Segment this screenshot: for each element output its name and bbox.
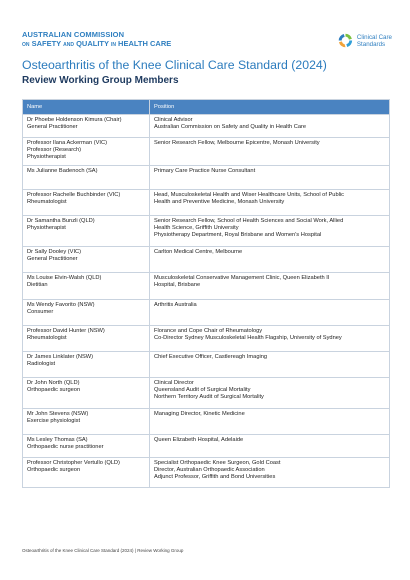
member-name-line: Rheumatologist <box>27 335 67 341</box>
table-row <box>23 409 390 435</box>
table-row <box>23 326 390 352</box>
member-name-line: Rheumatologist <box>27 199 67 205</box>
member-position-line: Director, Australian Orthopaedic Association <box>154 467 265 473</box>
member-position-line: Queen Elizabeth Hospital, Adelaide <box>154 437 244 443</box>
member-name-cell <box>23 458 150 488</box>
member-name-line: Physiotherapist <box>27 225 66 231</box>
member-position-line: Specialist Orthopaedic Knee Surgeon, Gold Coast <box>154 460 281 466</box>
member-name-cell <box>23 326 150 352</box>
column-header-name: Name <box>23 100 150 115</box>
member-position-cell <box>150 435 390 458</box>
member-position-line: Florance and Cope Chair of Rheumatology <box>154 328 263 334</box>
member-name-line: Dr Sally Dooley (VIC) <box>27 249 82 255</box>
page-header <box>22 30 392 52</box>
member-name-line: Ms Louise Elvin-Walsh (QLD) <box>27 275 102 281</box>
member-name-cell <box>23 300 150 326</box>
member-position-line: Clinical Advisor <box>154 117 193 123</box>
member-name-line: Orthopaedic surgeon <box>27 387 81 393</box>
circular-segments-icon <box>337 32 354 49</box>
member-name-line: Orthopaedic nurse practitioner <box>27 444 104 450</box>
member-name-cell <box>23 247 150 273</box>
member-name-line: Consumer <box>27 309 54 315</box>
member-position-line: Physiotherapy Department, Royal Brisbane and Women's Hospital <box>154 232 322 238</box>
member-name-line: Physiotherapist <box>27 154 66 160</box>
table-row <box>23 247 390 273</box>
commission-logo <box>22 30 171 50</box>
page-footer: Osteoarthritis of the Knee Clinical Care Standard (2024) | Review Working Group <box>22 548 184 553</box>
member-name-cell <box>23 273 150 300</box>
member-position-cell <box>150 247 390 273</box>
member-position-line: Adjunct Professor, Griffith and Bond Universities <box>154 474 276 480</box>
clinical-care-standards-logo <box>337 32 392 49</box>
member-name-cell <box>23 115 150 138</box>
member-name-cell <box>23 216 150 247</box>
member-position-line: Queensland Audit of Surgical Mortality <box>154 387 251 393</box>
member-name-cell <box>23 378 150 409</box>
document-subtitle: Review Working Group Members <box>22 75 179 86</box>
member-position-cell <box>150 458 390 488</box>
org-name-line2: ON SAFETY AND QUALITY IN HEALTH CARE <box>22 39 172 48</box>
member-name-line: Dr James Linklater (NSW) <box>27 354 94 360</box>
table-row <box>23 138 390 166</box>
member-name-line: Professor (Research) <box>27 147 82 153</box>
member-position-line: Co-Director Sydney Musculoskeletal Health Flagship, University of Sydney <box>154 335 342 341</box>
member-position-cell <box>150 138 390 166</box>
member-name-line: Exercise physiologist <box>27 418 81 424</box>
member-name-line: Dr Phoebe Holdenson Kimura (Chair) <box>27 117 122 123</box>
member-position-cell <box>150 352 390 378</box>
member-name-line: Radiologist <box>27 361 56 367</box>
member-position-line: Chief Executive Officer, Castlereagh Imaging <box>154 354 268 360</box>
member-position-line: Australian Commission on Safety and Quality in Health Care <box>154 124 307 130</box>
document-title: Osteoarthritis of the Knee Clinical Care Standard (2024) <box>22 58 327 72</box>
member-name-line: Professor David Hunter (NSW) <box>27 328 105 334</box>
member-name-line: Ms Julianne Badenoch (SA) <box>27 168 98 174</box>
member-position-line: Head, Musculoskeletal Health and Wiser Healthcare Units, School of Public <box>154 192 344 198</box>
member-name-line: Professor Rachelle Buchbinder (VIC) <box>27 192 121 198</box>
member-position-cell <box>150 273 390 300</box>
table-row <box>23 115 390 138</box>
member-position-cell <box>150 216 390 247</box>
member-position-line: Clinical Director <box>154 380 194 386</box>
table-row <box>23 378 390 409</box>
org-name-line1: AUSTRALIAN COMMISSION <box>22 30 125 39</box>
member-position-cell <box>150 166 390 190</box>
member-name-line: General Practitioner <box>27 124 78 130</box>
table-row <box>23 435 390 458</box>
member-name-cell <box>23 435 150 458</box>
member-name-cell <box>23 352 150 378</box>
table-row <box>23 458 390 488</box>
table-row <box>23 216 390 247</box>
member-position-line: Health Science, Griffith University <box>154 225 239 231</box>
member-position-line: Senior Research Fellow, School of Health Sciences and Social Work, Allied <box>154 218 344 224</box>
member-name-line: Mr John Stevens (NSW) <box>27 411 89 417</box>
member-name-line: Dr John North (QLD) <box>27 380 80 386</box>
table-row <box>23 300 390 326</box>
members-table <box>22 99 390 488</box>
member-position-cell <box>150 326 390 352</box>
member-position-line: Managing Director, Kinetic Medicine <box>154 411 245 417</box>
member-position-line: Hospital, Brisbane <box>154 282 201 288</box>
member-name-line: General Practitioner <box>27 256 78 262</box>
member-name-cell <box>23 138 150 166</box>
member-position-line: Health and Preventive Medicine, Monash University <box>154 199 285 205</box>
member-position-cell <box>150 409 390 435</box>
ccs-label-line2: Standards <box>356 40 386 48</box>
ccs-label-line1: Clinical Care <box>356 33 392 41</box>
member-name-line: Professor Ilana Ackerman (VIC) <box>27 140 107 146</box>
member-name-cell <box>23 190 150 216</box>
member-position-line: Senior Research Fellow, Melbourne Epicentre, Monash University <box>154 140 320 146</box>
member-position-cell <box>150 378 390 409</box>
member-name-line: Dietitian <box>27 282 48 288</box>
member-name-cell <box>23 166 150 190</box>
table-row <box>23 352 390 378</box>
member-name-line: Professor Christopher Vertullo (QLD) <box>27 460 120 466</box>
table-row <box>23 166 390 190</box>
member-name-line: Ms Wendy Favorito (NSW) <box>27 302 95 308</box>
column-header-position: Position <box>150 100 390 115</box>
member-position-line: Carlton Medical Centre, Melbourne <box>154 249 243 255</box>
table-row <box>23 273 390 300</box>
member-position-line: Primary Care Practice Nurse Consultant <box>154 168 256 174</box>
table-row <box>23 190 390 216</box>
table-header-row <box>23 100 390 115</box>
member-position-cell <box>150 300 390 326</box>
member-position-cell <box>150 190 390 216</box>
member-position-line: Musculoskeletal Conservative Management Clinic, Queen Elizabeth II <box>154 275 330 281</box>
member-name-line: Orthopaedic surgeon <box>27 467 81 473</box>
member-position-line: Arthritis Australia <box>154 302 197 308</box>
member-position-cell <box>150 115 390 138</box>
member-name-line: Ms Lesley Thomas (SA) <box>27 437 88 443</box>
member-name-cell <box>23 409 150 435</box>
member-position-line: Northern Territory Audit of Surgical Mortality <box>154 394 264 400</box>
member-name-line: Dr Samantha Bunzli (QLD) <box>27 218 95 224</box>
